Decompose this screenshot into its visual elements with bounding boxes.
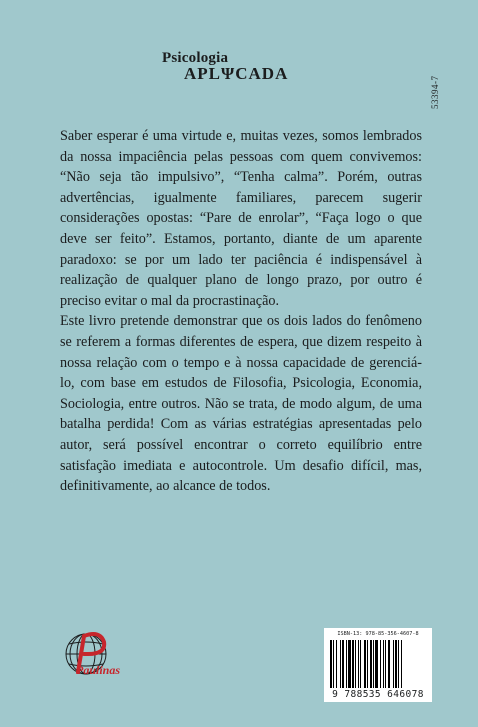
catalog-code: 53394-7 [430, 75, 440, 109]
barcode-bar [380, 640, 381, 688]
barcode-bar [333, 640, 334, 688]
barcode-bar [401, 640, 402, 688]
barcode-bar [370, 640, 372, 688]
barcode-bar [367, 640, 368, 688]
isbn-label: ISBN-13: 978-85-356-4607-8 [337, 631, 419, 637]
paulinas-logo [60, 624, 122, 686]
barcode-bar [330, 640, 332, 688]
back-cover-blurb [60, 126, 422, 497]
barcode-bar [360, 640, 361, 688]
barcode-bar [336, 640, 337, 688]
barcode-bar [342, 640, 344, 688]
barcode-number: 9 788535 646078 [332, 689, 424, 700]
barcode-bar [395, 640, 397, 688]
series-title-aplicada: APLΨCADA [184, 64, 289, 83]
barcode-bar [348, 640, 351, 688]
blurb-paragraph-2: Este livro pretende demonstrar que os dois lados do fenômeno se referem a formas diferentes de espera, que dizem respeito à nossa relação com o tempo e à nossa capacidade de gerenciá-lo, com base em estudos de Filosofia, Psicologia, Economia, Sociologia, entre outros. Não se trata, de modo algum, de uma batalha perdida! Com as várias estratégias apresentadas pelo autor, será possível encontrar o correto equilíbrio entre satisfação imediata e autocontrole. Um desafio difícil, mas, definitivamente, ao alcance de todos. [60, 313, 422, 495]
barcode-bar [346, 640, 347, 688]
barcode-bar [364, 640, 366, 688]
barcode-bar [398, 640, 399, 688]
barcode-bar [355, 640, 356, 688]
barcode-bar [393, 640, 394, 688]
barcode-bar [375, 640, 378, 688]
series-title-psicologia: Psicologia [162, 50, 229, 66]
barcode-bar [352, 640, 354, 688]
publisher-name: Paulinas [76, 663, 121, 677]
barcode-bar [340, 640, 341, 688]
barcode-bar [385, 640, 386, 688]
barcode [324, 628, 432, 702]
barcode-bar [388, 640, 390, 688]
barcode-bar [383, 640, 384, 688]
series-logo [160, 50, 288, 84]
blurb-paragraph-1: Saber esperar é uma virtude e, muitas vezes, somos lembrados da nossa impaciência pelas pessoas com quem convivemos: “Não seja tão impulsivo”, “Tenha calma”. Porém, outras advertências, igualmente familiares, parecem sugerir considerações opostas: “Pare de enrolar”, “Faça logo o que deve ser feito”. Estamos, portanto, diante de um aparente paradoxo: se por um lado ter paciência é indispensável à realização de qualquer plano de longo prazo, por outro é preciso evitar o mal da procrastinação. [60, 128, 422, 309]
barcode-bar [358, 640, 359, 688]
barcode-bars [330, 640, 426, 688]
barcode-bar [373, 640, 374, 688]
